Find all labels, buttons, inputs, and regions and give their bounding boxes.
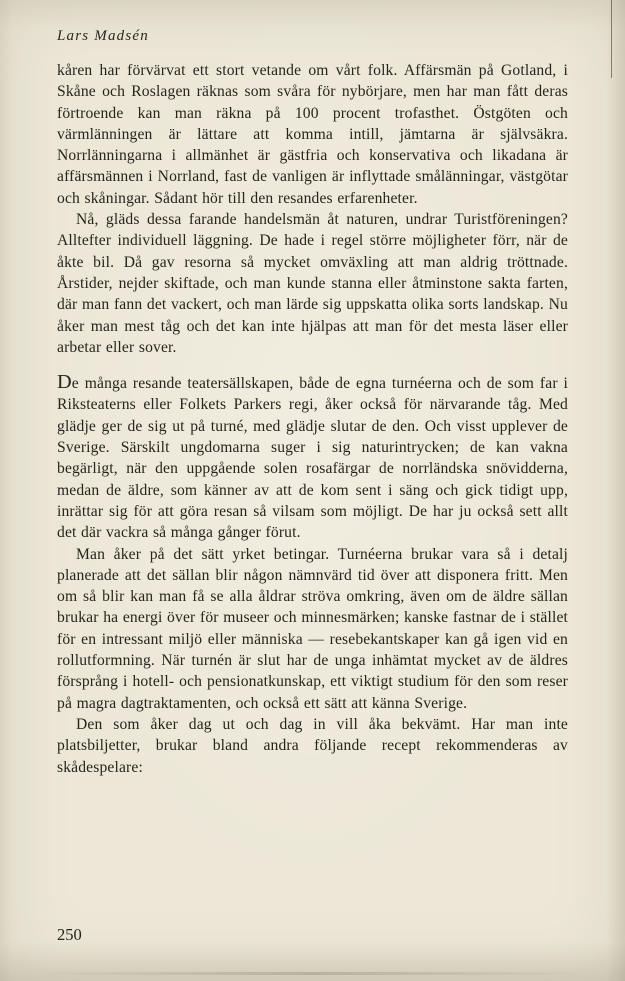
paragraph: kåren har förvärvat ett stort vetande om vårt folk. Affärsmän på Gotland, i Skåne och Roslagen räknas som svåra för nybörjare, men har man fått deras förtroende kan man räkna på 100 procent trofasthet. Östgöten och värmlänningen är lättare att komma intill, jämtarna är självsäkra. Norrlänningarna i allmänhet är gästfria och konservativa och likadana är affärsmännen i Norrland, fast de vanligen är inflyttade smålänningar, västgötar och skåningar. Sådant hör till den resandes erfarenheter. [57, 62, 568, 207]
page-body [57, 60, 568, 778]
page-number: 250 [57, 925, 82, 944]
running-header-author: Lars Madsén [57, 28, 149, 44]
paragraph: Nå, gläds dessa farande handelsmän åt naturen, undrar Turistföreningen? Alltefter individuell läggning. De hade i regel större möjligheter förr, när de åkte bil. Då gav resorna så mycket omväxling att man aldrig tröttnade. Årstider, nejder skiftade, och man kunde stanna eller åtminstone sakta farten, där man fann det vackert, och man lärde sig uppskatta olika sorts landskap. Nu åker man mest tåg och det kan inte hjälpas att man för det mesta läser eller arbetar eller sover. [57, 211, 568, 356]
paragraph: Man åker på det sätt yrket betingar. Turnéerna brukar vara så i detalj planerade att det sällan blir någon nämnvärd tid över att disponera fritt. Men om så blir kan man få se alla åldrar ströva omkring, även om de äldre sällan brukar ha energi över för museer och minnesmärken; kanske fastnar de i stället för en intressant miljö eller människa — resebekantskaper kan gå igen vid en rollutformning. När turnén är slut har de unga inhämtat mycket av de äldres försprång i hotell- och pensionatkunskap, ett viktigt studium för den som reser på magra dagtraktamenten, och också ett sätt att känna Sverige. [57, 545, 568, 712]
paragraph: Den som åker dag ut och dag in vill åka bekvämt. Har man inte platsbiljetter, brukar bland andra följande recept rekommenderas av skådespelare: [57, 715, 568, 776]
paragraph: De många resande teatersällskapen, både de egna turnéerna och de som far i Riksteaterns eller Folkets Parkers regi, åker också för närvarande tåg. Med glädje ger de sig ut på turné, med glädje slutar de den. Och visst upplever de Sverige. Särskilt ungdomarna suger i sig naturintrycken; de kan vakna begärligt, när den uppgående solen rosafärgar de norrländska snövidderna, medan de äldre, som känner av att de kom sent i säng och gick tidigt upp, inrättar sig för att göra resan så vilsam som möjligt. De har ju också sett allt det där vackra så många gånger förut. [57, 371, 568, 542]
scan-bottom-artifact [0, 972, 625, 975]
scan-edge-artifact [611, 0, 613, 78]
